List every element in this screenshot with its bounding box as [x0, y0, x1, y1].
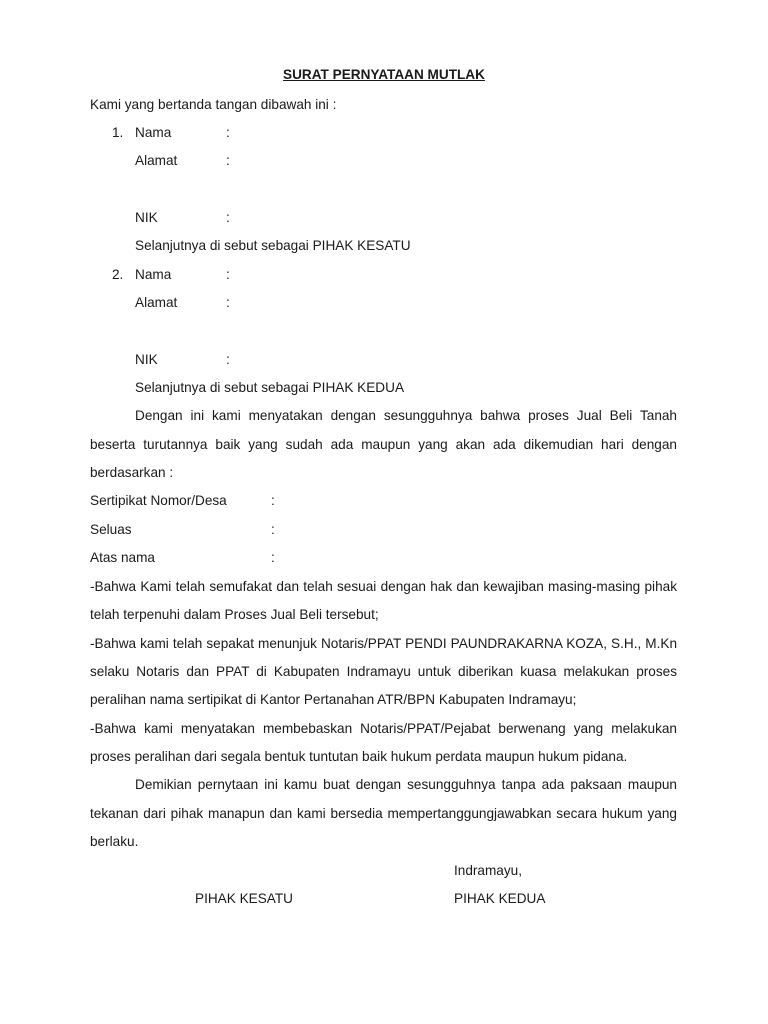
intro-text: Kami yang bertanda tangan dibawah ini : [90, 97, 337, 112]
statement-line: Dengan ini kami menyatakan dengan sesungguhnya bahwa proses Jual Beli Tanah [135, 408, 677, 423]
seluas-label: Seluas [90, 522, 132, 537]
party2-number: 2. [112, 267, 124, 282]
statement-line: berdasarkan : [90, 465, 174, 480]
clause3-line: -Bahwa kami menyatakan membebaskan Notaris/PPAT/Pejabat berwenang yang melakukan [90, 721, 677, 736]
party1-alamat-colon: : [226, 153, 230, 168]
signature-party1-label: PIHAK KESATU [195, 891, 293, 906]
party2-alamat-label: Alamat [135, 295, 178, 310]
clause3-line: proses peralihan dari segala bentuk tuntutan baik hukum perdata maupun hukum pidana. [90, 749, 628, 764]
clause1-line: telah terpenuhi dalam Proses Jual Beli tersebut; [90, 607, 379, 622]
clause2-line: -Bahwa kami telah sepakat menunjuk Notaris/PPAT PENDI PAUNDRAKARNA KOZA, S.H., M.Kn [90, 636, 677, 651]
party2-designation: Selanjutnya di sebut sebagai PIHAK KEDUA [135, 380, 405, 395]
party1-number: 1. [112, 125, 124, 140]
atas-nama-colon: : [271, 550, 275, 565]
signature-party2-label: PIHAK KEDUA [454, 891, 546, 906]
sertipikat-colon: : [271, 493, 275, 508]
document-title: SURAT PERNYATAAN MUTLAK [283, 67, 485, 82]
closing-line: tekanan dari pihak manapun dan kami bersedia mempertanggungjawabkan secara hukum yang [90, 806, 677, 821]
party1-alamat-label: Alamat [135, 153, 178, 168]
party2-nama-label: Nama [135, 267, 172, 282]
party2-nama-colon: : [226, 267, 230, 282]
party1-nama-colon: : [226, 125, 230, 140]
signature-place: Indramayu, [454, 863, 523, 878]
atas-nama-label: Atas nama [90, 550, 155, 565]
party2-alamat-colon: : [226, 295, 230, 310]
clause2-line: peralihan nama sertipikat di Kantor Pertanahan ATR/BPN Kabupaten Indramayu; [90, 692, 577, 707]
seluas-colon: : [271, 522, 275, 537]
party1-nik-colon: : [226, 210, 230, 225]
party1-designation: Selanjutnya di sebut sebagai PIHAK KESATU [135, 238, 411, 253]
party1-nama-label: Nama [135, 125, 172, 140]
clause2-line: selaku Notaris dan PPAT di Kabupaten Indramayu untuk diberikan kuasa melakukan proses [90, 664, 677, 679]
party2-nik-colon: : [226, 352, 230, 367]
party2-nik-label: NIK [135, 352, 158, 367]
closing-line: berlaku. [90, 834, 139, 849]
party1-nik-label: NIK [135, 210, 158, 225]
closing-line: Demikian pernytaan ini kamu buat dengan sesungguhnya tanpa ada paksaan maupun [135, 777, 677, 792]
clause1-line: -Bahwa Kami telah semufakat dan telah sesuai dengan hak dan kewajiban masing-masing pihak [90, 579, 677, 594]
sertipikat-label: Sertipikat Nomor/Desa [90, 493, 227, 508]
statement-line: beserta turutannya baik yang sudah ada maupun yang akan ada dikemudian hari dengan [90, 437, 677, 452]
